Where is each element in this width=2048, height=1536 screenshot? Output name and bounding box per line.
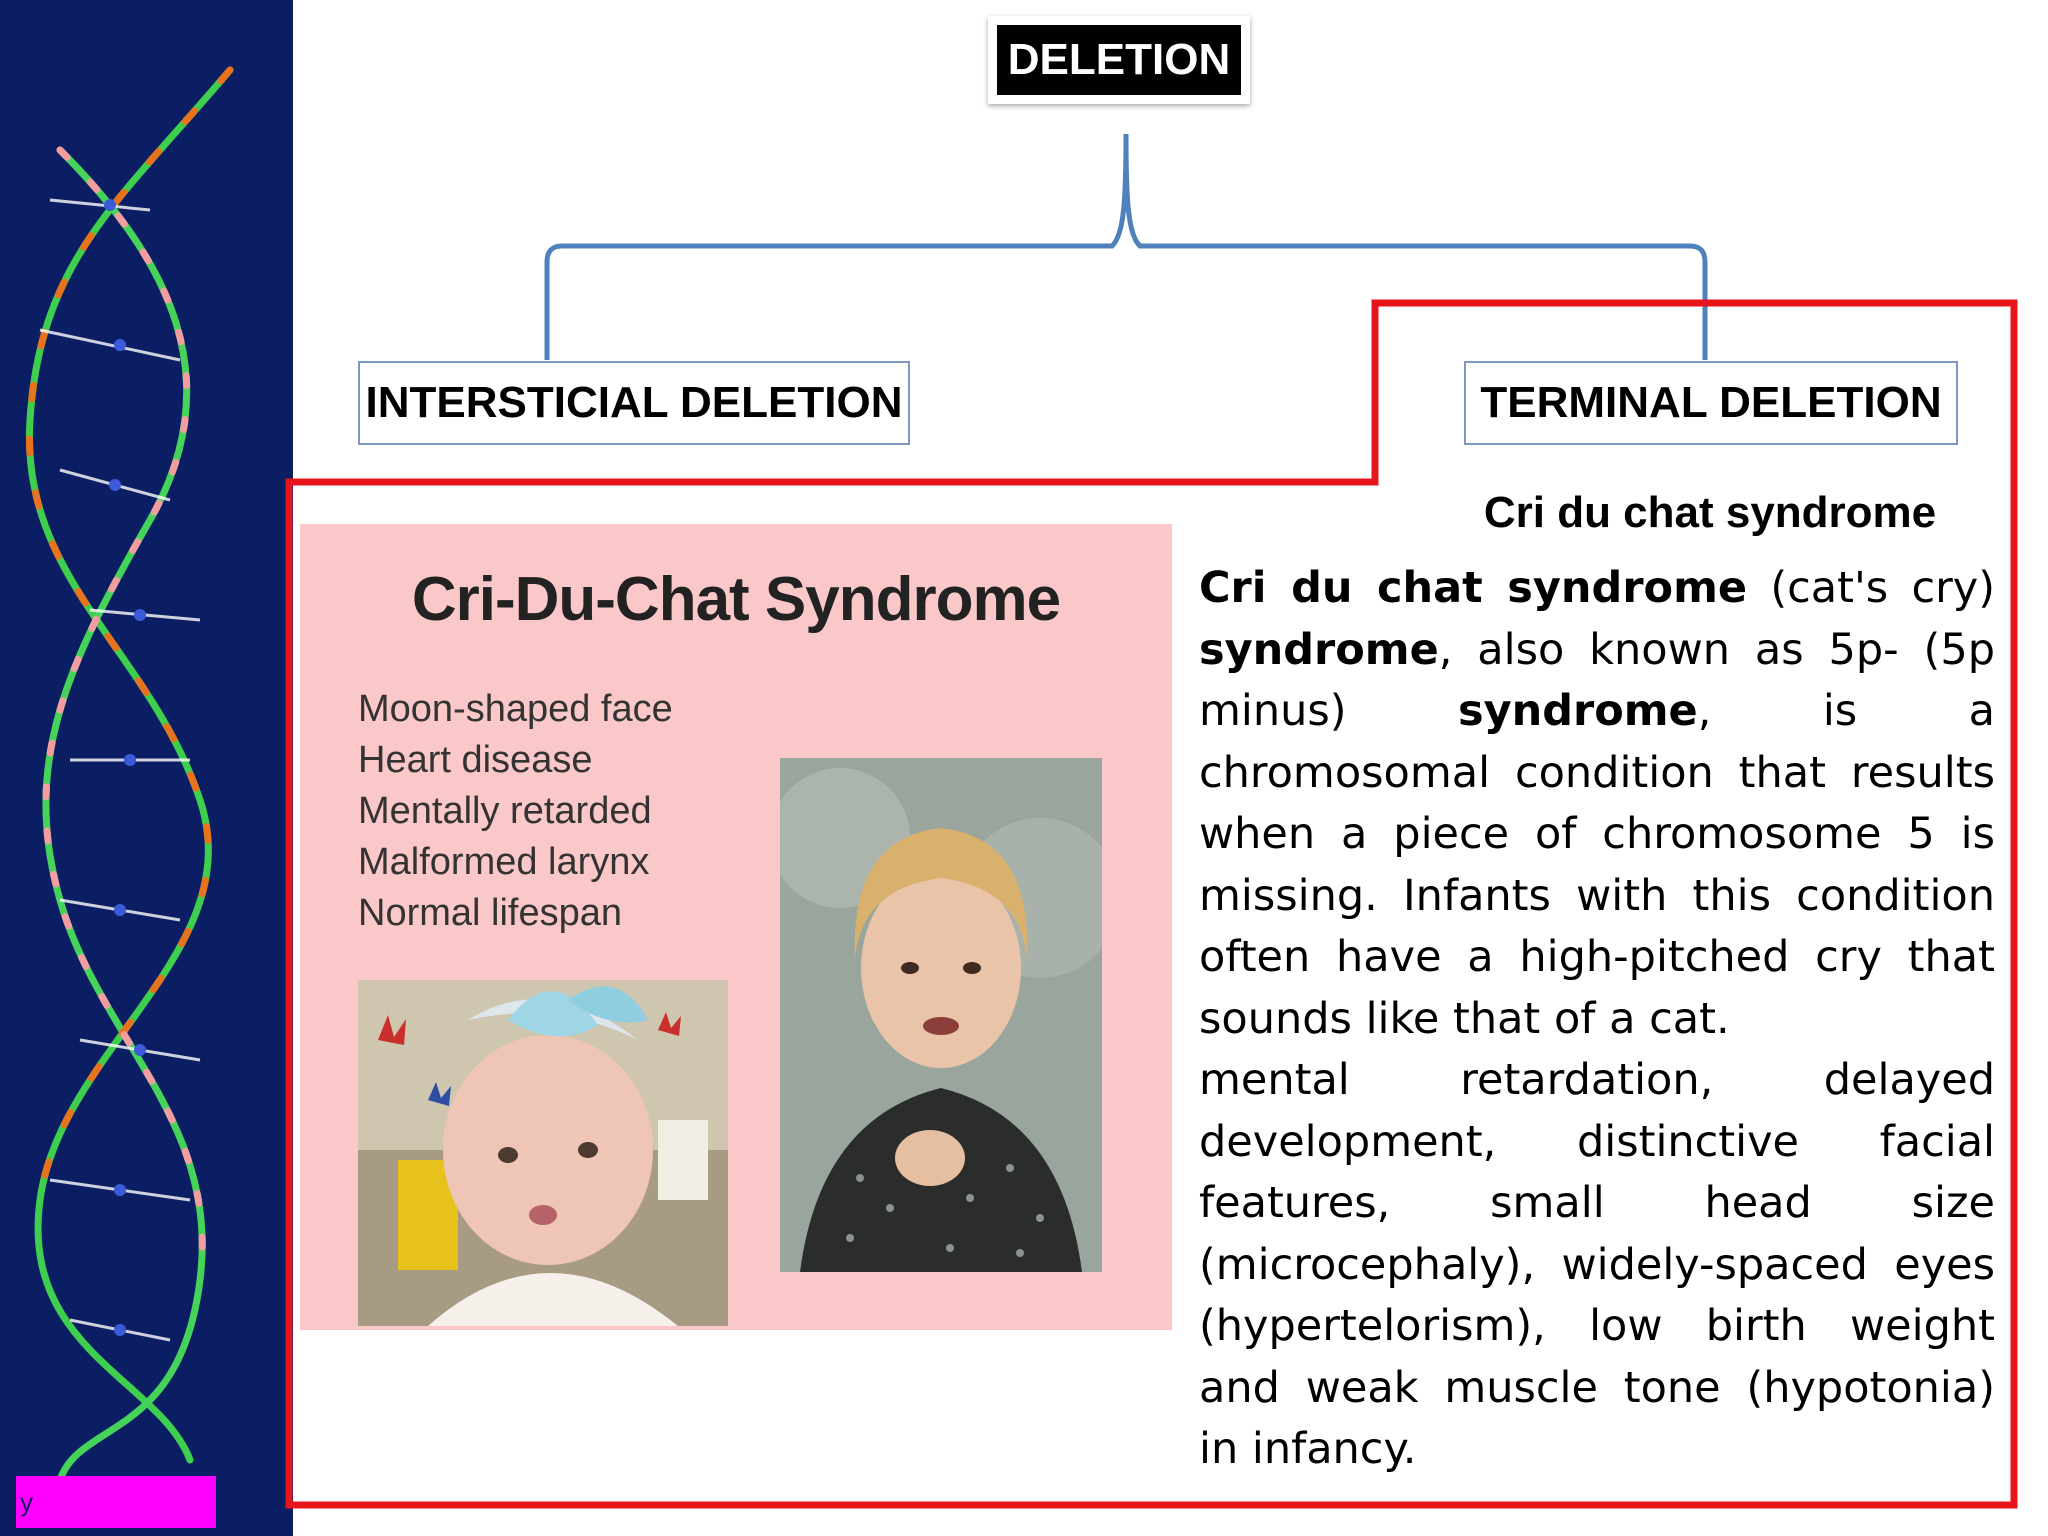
desc-text: , also known as 5p- (5p minus) [1199, 624, 1995, 736]
desc-text: , is a chromosomal condition that results when a piece of chromosome 5 is missing. Infants with this condition often have a high-pitched cry that sounds like that of a cat. [1199, 686, 1995, 1044]
description-heading: Cri du chat syndrome [1483, 488, 1937, 537]
deletion-root-node [988, 16, 1250, 104]
trait-item: Heart disease [358, 739, 593, 781]
girl-photo [780, 758, 1102, 1272]
baby-photo [358, 980, 728, 1326]
sidebar-tag: y [16, 1476, 216, 1528]
trait-item: Malformed larynx [358, 841, 650, 883]
desc-bold: Cri du chat syndrome [1199, 563, 1748, 613]
trait-item: Mentally retarded [358, 790, 652, 832]
description-text [1199, 558, 1995, 1481]
trait-list [358, 684, 673, 939]
slide-title: Cri-Du-Chat Syndrome [411, 565, 1061, 634]
deletion-label: DELETION [997, 25, 1241, 95]
cri-du-chat-slide-image [300, 524, 1172, 1330]
trait-item: Moon-shaped face [358, 688, 673, 730]
desc-bold: syndrome [1457, 686, 1698, 736]
desc-bold: syndrome [1199, 624, 1439, 675]
desc-symptoms: mental retardation, delayed development, distinctive facial features, small head size (microcephaly), widely-spaced eyes (hypertelorism), low birth weight and weak muscle tone (hypotonia) in infancy. [1199, 1055, 1995, 1474]
terminal-deletion-node: TERMINAL DELETION [1464, 361, 1958, 445]
trait-item: Normal lifespan [358, 892, 622, 934]
desc-text: (cat's cry) [1747, 563, 1995, 613]
interstitial-deletion-node: INTERSTICIAL DELETION [358, 361, 910, 445]
